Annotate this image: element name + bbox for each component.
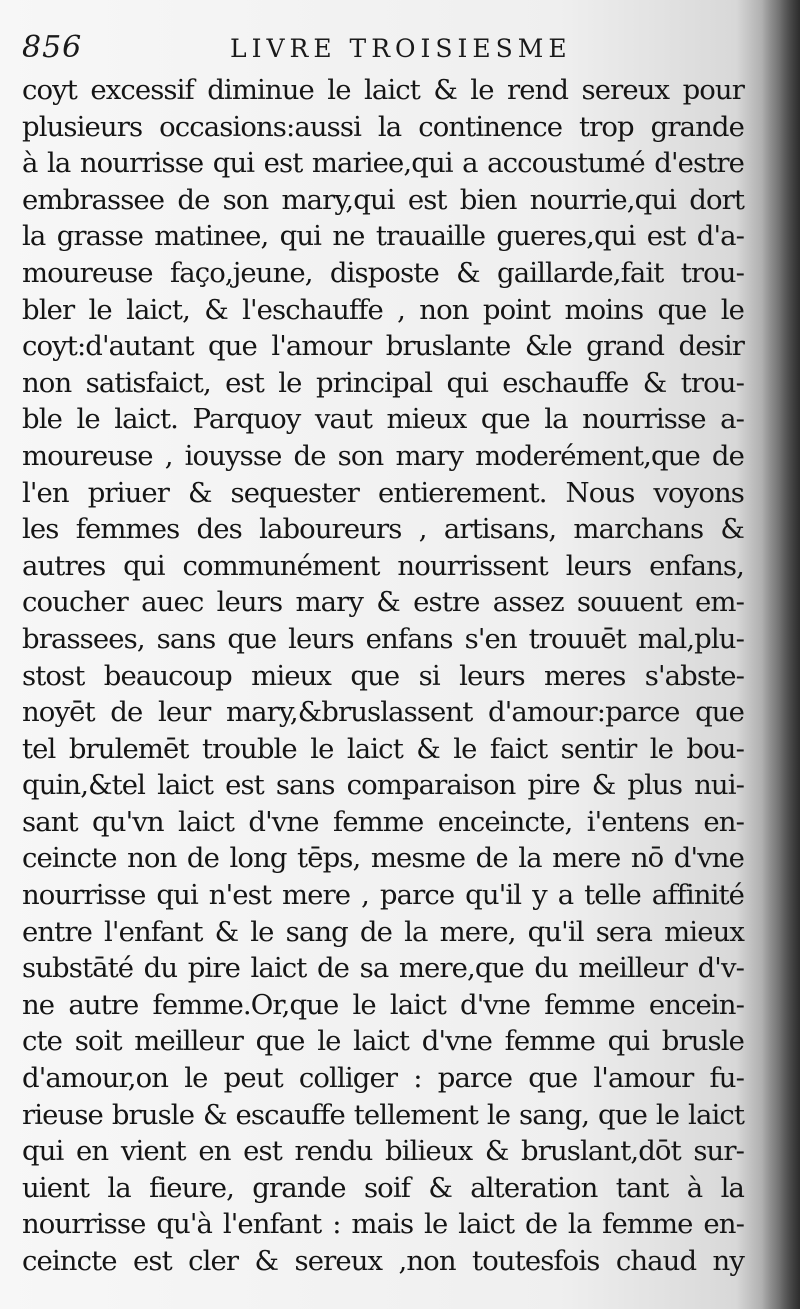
text-line: la grasse matinee, qui ne trauaille gueres,qui est d'a- — [22, 220, 744, 253]
text-line: à la nourrisse qui est mariee,qui a accoustumé d'estre — [22, 147, 744, 180]
text-line: moureuse faço,jeune, disposte & gaillarde,fait trou- — [22, 256, 744, 289]
text-line: l'en priuer & sequester entierement. Nous voyons — [22, 476, 744, 509]
text-line: quin,&tel laict est sans comparaison pire & plus nui- — [22, 769, 744, 802]
text-line: ceincte est cler & sereux ,non toutesfois chaud ny — [22, 1245, 744, 1277]
text-line: embrassee de son mary,qui est bien nourrie,qui dort — [22, 183, 744, 216]
body-text — [22, 72, 744, 1280]
text-line: rieuse brusle & escauffe tellement le sang, que le laict — [22, 1098, 744, 1131]
text-line: ceincte non de long tēps, mesme de la mere nō d'vne — [22, 842, 744, 875]
page-header — [22, 24, 742, 68]
text-line: qui en vient en est rendu bilieux & bruslant,dōt sur- — [22, 1135, 744, 1168]
text-line: entre l'enfant & le sang de la mere, qu'il sera mieux — [22, 915, 744, 948]
text-line: autres qui communément nourrissent leurs enfans, — [22, 549, 744, 582]
text-line: coucher auec leurs mary & estre assez souuent em- — [22, 586, 744, 619]
text-line: d'amour,on le peut colliger : parce que l'amour fu- — [22, 1062, 744, 1095]
text-line: sant qu'vn laict d'vne femme enceincte, i'entens en- — [22, 805, 744, 838]
text-line: substāté du pire laict de sa mere,que du meilleur d'v- — [22, 952, 744, 985]
text-line: cte soit meilleur que le laict d'vne femme qui brusle — [22, 1025, 744, 1058]
text-line: coyt excessif diminue le laict & le rend sereux pour — [22, 74, 744, 106]
text-line: stost beaucoup mieux que si leurs meres s'abste- — [22, 659, 744, 692]
text-line: nourrisse qui n'est mere , parce qu'il y a telle affinité — [22, 879, 744, 912]
text-line: coyt:d'autant que l'amour bruslante &le grand desir — [22, 330, 744, 363]
text-line: non satisfaict, est le principal qui eschauffe & trou- — [22, 366, 744, 399]
text-line: nourrisse qu'à l'enfant : mais le laict de la femme en- — [22, 1208, 744, 1241]
text-line: moureuse , iouysse de son mary moderément,que de — [22, 439, 744, 472]
page-gutter-shadow — [762, 0, 800, 1309]
text-line: bler le laict, & l'eschauffe , non point moins que le — [22, 293, 744, 326]
text-line: plusieurs occasions:aussi la continence trop grande — [22, 110, 744, 143]
text-line: les femmes des laboureurs , artisans, marchans & — [22, 513, 744, 546]
text-line: tel brulemēt trouble le laict & le faict sentir le bou- — [22, 732, 744, 765]
text-line: ble le laict. Parquoy vaut mieux que la nourrisse a- — [22, 403, 744, 436]
running-head: LIVRE TROISIESME — [230, 34, 572, 63]
text-line: uient la fieure, grande soif & alteration tant à la — [22, 1171, 744, 1204]
page-number: 856 — [22, 30, 83, 65]
text-line: noyēt de leur mary,&bruslassent d'amour:parce que — [22, 696, 744, 729]
text-line: brassees, sans que leurs enfans s'en trouuēt mal,plu- — [22, 622, 744, 655]
text-line: ne autre femme.Or,que le laict d'vne femme encein- — [22, 988, 744, 1021]
